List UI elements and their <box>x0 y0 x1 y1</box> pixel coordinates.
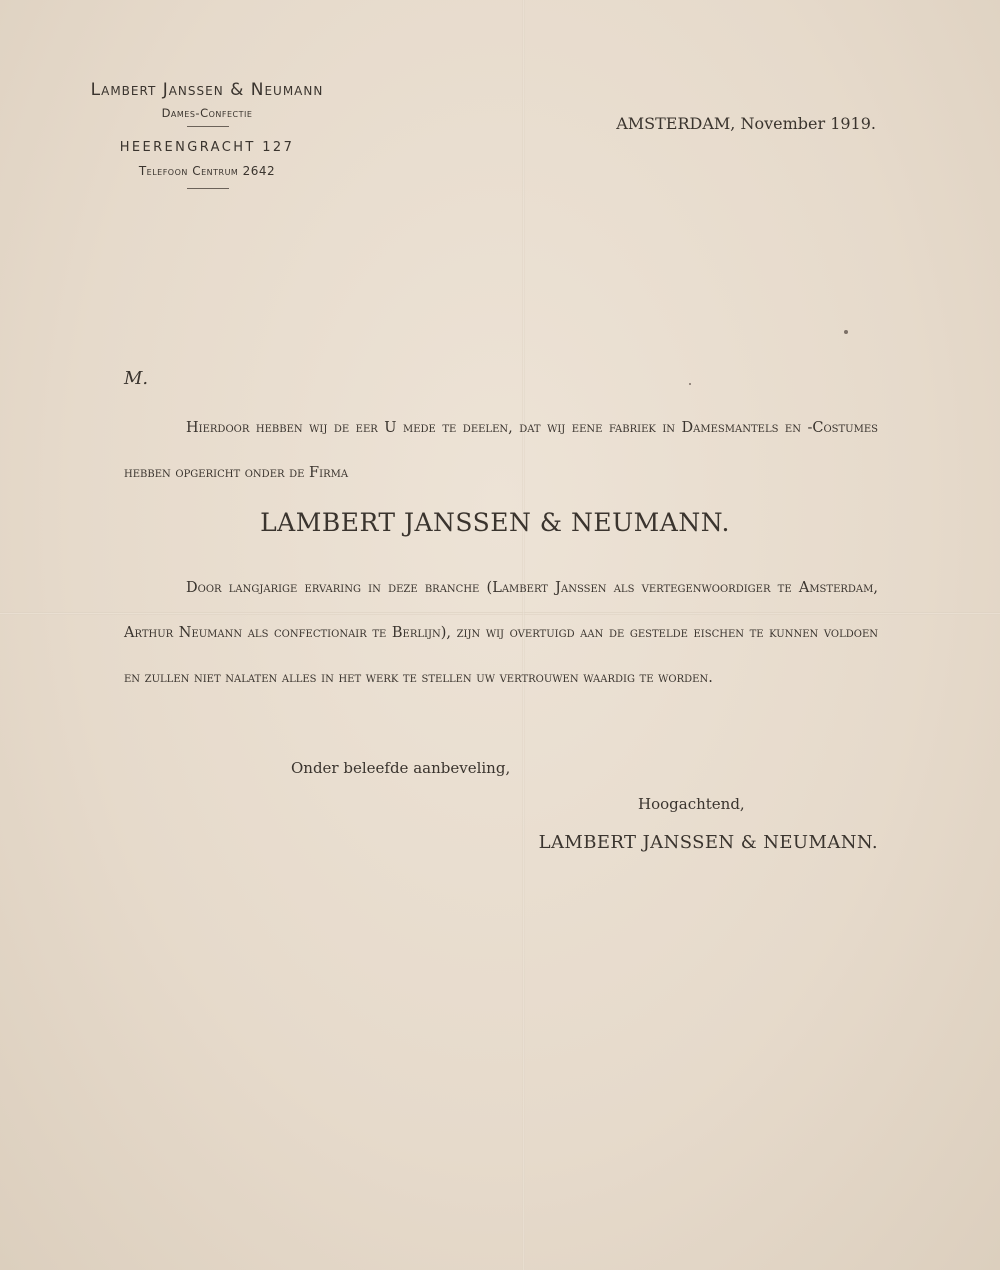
paper-speck <box>689 383 691 385</box>
closing-recommendation: Onder beleefde aanbeveling, <box>291 759 511 777</box>
date-line: AMSTERDAM, November 1919. <box>616 114 876 133</box>
closing-regards: Hoogachtend, <box>638 795 745 813</box>
paper-speck <box>844 330 848 334</box>
signature: LAMBERT JANSSEN & NEUMANN. <box>538 832 878 853</box>
body-paragraph-2: Door langjarige ervaring in deze branche (Lambert Janssen als vertegenwoordiger te Amsterdam, Arthur Neumann als confectionair te Berlijn), zijn wij overtuigd aan de gestelde eischen te kunnen voldoen en zullen niet nalaten alles in het werk te stellen uw vertrouwen waardig te worden. <box>124 580 878 686</box>
body-paragraph-1: Hierdoor hebben wij de eer U mede te deelen, dat wij eene fabriek in Damesmantels en -Costumes hebben opgericht onder de Firma <box>124 420 878 481</box>
firm-name-heading: LAMBERT JANSSEN & NEUMANN. <box>260 508 730 537</box>
letterhead-divider-top <box>187 126 229 127</box>
salutation: M. <box>124 368 149 389</box>
letterhead-address: HEERENGRACHT 127 <box>119 140 295 155</box>
letterhead-divider-bottom <box>187 188 229 189</box>
letterhead-company-name: Lambert Janssen & Neumann <box>90 80 324 100</box>
letterhead-telephone: Telefoon Centrum 2642 <box>138 164 276 178</box>
letterhead-trade: Dames-Confectie <box>161 106 253 120</box>
